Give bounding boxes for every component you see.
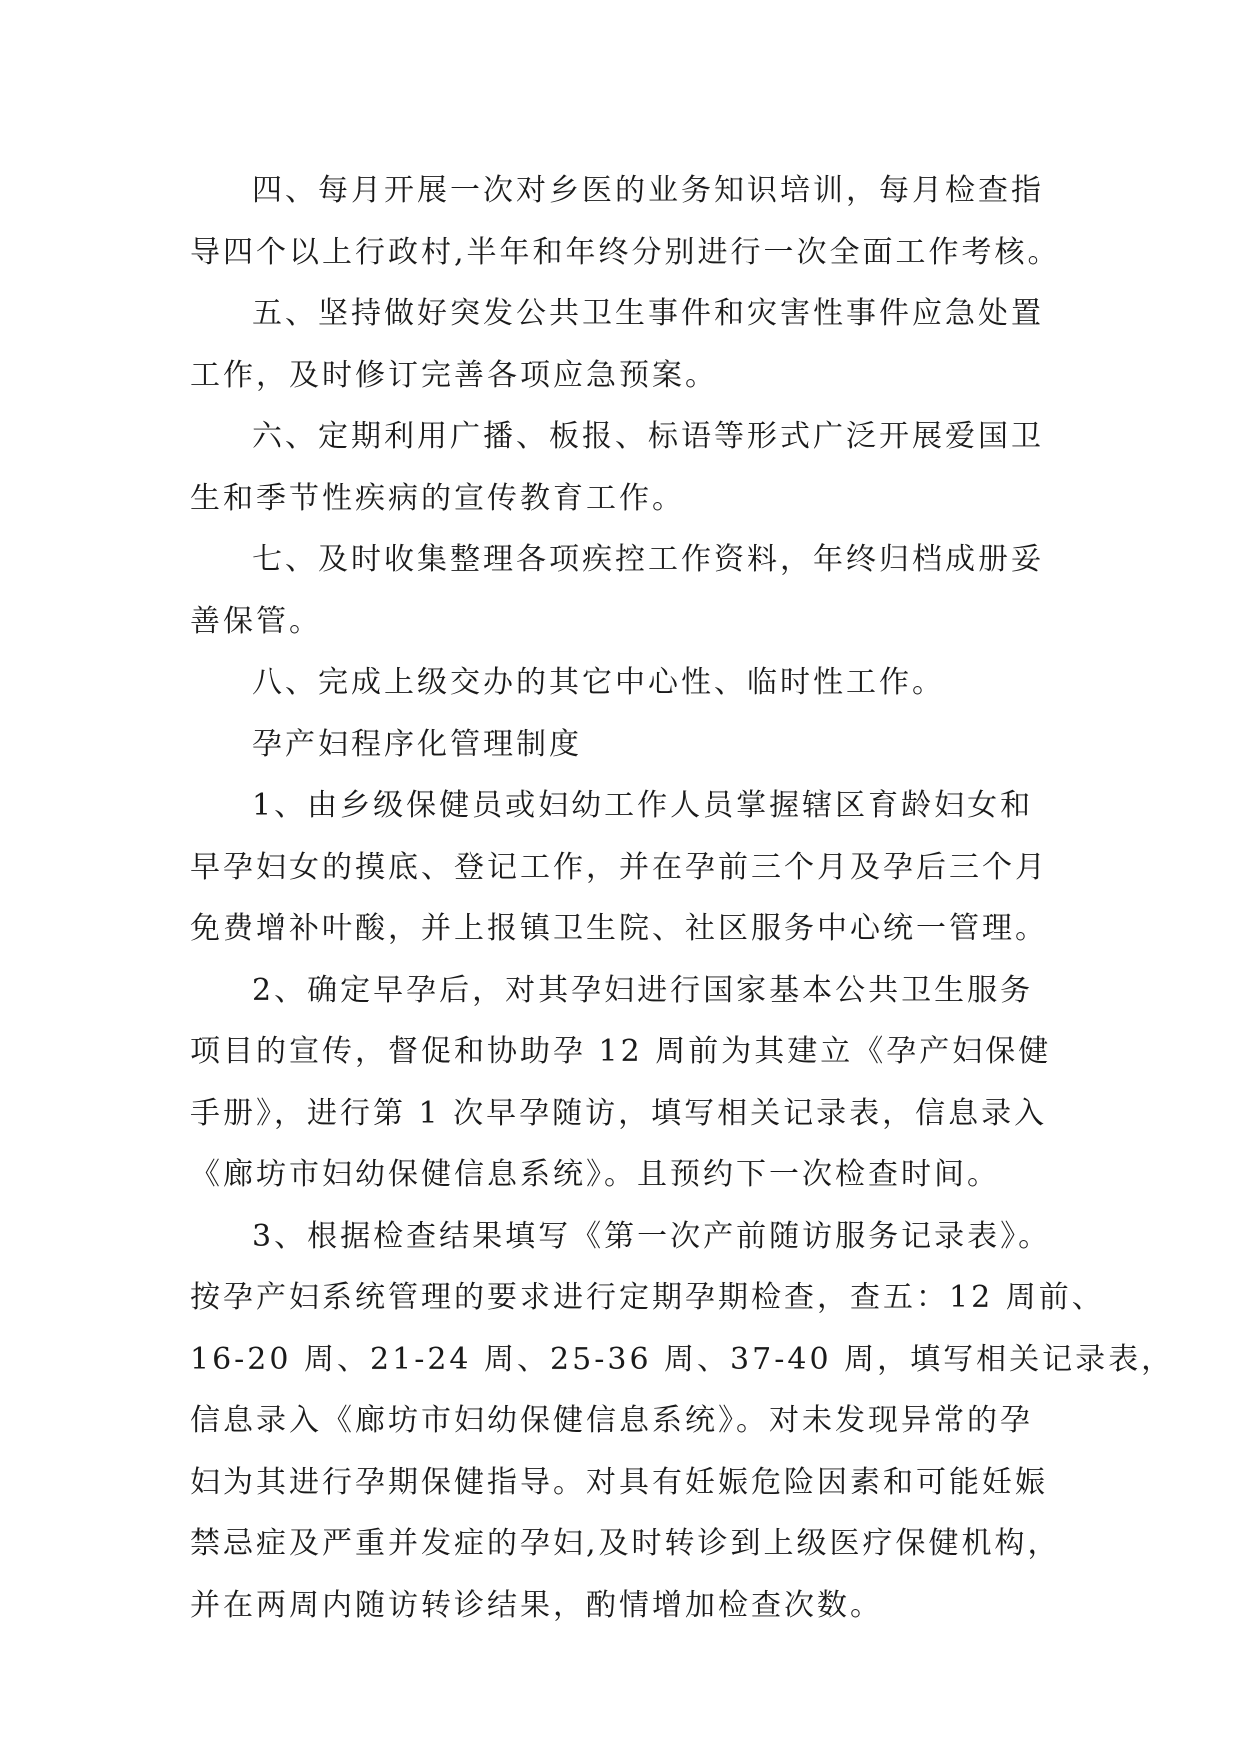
item-1-line-1: 1、由乡级保健员或妇幼工作人员掌握辖区育龄妇女和 — [252, 788, 1034, 823]
item-3-line-4: 信息录入《廊坊市妇幼保健信息系统》。对未发现异常的孕 — [190, 1403, 1033, 1438]
paragraph-6-line-2: 生和季节性疾病的宣传教育工作。 — [190, 480, 685, 516]
section-heading: 孕产妇程序化管理制度 — [252, 726, 582, 762]
paragraph-4-line-1: 四、每月开展一次对乡医的业务知识培训，每月检查指 — [252, 173, 1044, 208]
paragraph-7-line-2: 善保管。 — [190, 603, 322, 639]
paragraph-6-line-1: 六、定期利用广播、板报、标语等形式广泛开展爱国卫 — [252, 419, 1044, 454]
item-3-line-1: 3、根据检查结果填写《第一次产前随访服务记录表》。 — [252, 1218, 1052, 1254]
document-body — [190, 160, 1175, 1636]
paragraph-5-line-1: 五、坚持做好突发公共卫生事件和灾害性事件应急处置 — [252, 296, 1044, 331]
item-2-line-4: 《廊坊市妇幼保健信息系统》。且预约下一次检查时间。 — [190, 1157, 1000, 1192]
item-2-line-2: 项目的宣传，督促和协助孕 12 周前为其建立《孕产妇保健 — [190, 1034, 1052, 1069]
paragraph-4-line-2: 导四个以上行政村,半年和年终分别进行一次全面工作考核。 — [190, 234, 1061, 270]
item-2-line-3: 手册》，进行第 1 次早孕随访，填写相关记录表，信息录入 — [190, 1095, 1048, 1131]
item-3-line-7: 并在两周内随访转诊结果，酌情增加检查次数。 — [190, 1587, 883, 1623]
paragraph-8-line-1: 八、完成上级交办的其它中心性、临时性工作。 — [252, 665, 945, 700]
item-3-line-2: 按孕产妇系统管理的要求进行定期孕期检查，查五：12 周前、 — [190, 1280, 1105, 1315]
item-3-line-5: 妇为其进行孕期保健指导。对具有妊娠危险因素和可能妊娠 — [190, 1464, 1048, 1500]
paragraph-5-line-2: 工作，及时修订完善各项应急预案。 — [190, 357, 718, 393]
item-2-line-1: 2、确定早孕后，对其孕妇进行国家基本公共卫生服务 — [252, 972, 1034, 1008]
item-1-line-3: 免费增补叶酸，并上报镇卫生院、社区服务中心统一管理。 — [190, 911, 1048, 946]
item-3-line-6: 禁忌症及严重并发症的孕妇,及时转诊到上级医疗保健机构， — [190, 1526, 1061, 1561]
item-1-line-2: 早孕妇女的摸底、登记工作，并在孕前三个月及孕后三个月 — [190, 849, 1048, 885]
paragraph-7-line-1: 七、及时收集整理各项疾控工作资料，年终归档成册妥 — [252, 542, 1044, 577]
item-3-line-3: 16-20 周、21-24 周、25-36 周、37-40 周，填写相关记录表， — [190, 1341, 1175, 1377]
